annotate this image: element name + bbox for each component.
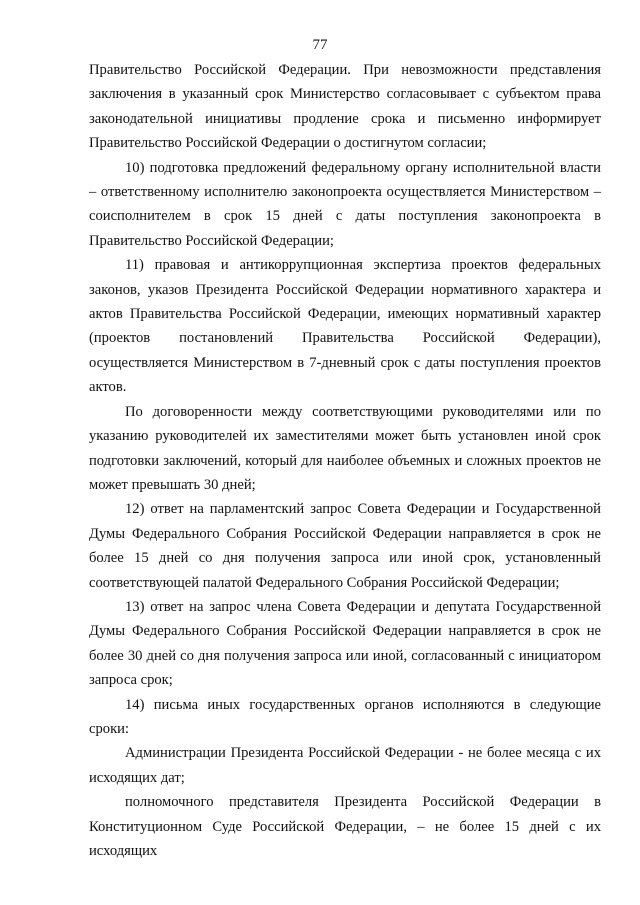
paragraph-plenipotentiary-representative: полномочного представителя Президента Российской Федерации в Конституционном Суде Российской Федерации, – не более 15 дней с их исходящих bbox=[89, 794, 601, 859]
paragraph-agreement-note: По договоренности между соответствующими руководителями или по указанию руководителей их заместителями может быть установлен иной срок подготовки заключений, который для наиболее объемных и сложных проектов не может превышать 30 дней; bbox=[89, 403, 601, 493]
paragraph-continuation: Правительство Российской Федерации. При невозможности представления заключения в указанный срок Министерство согласовывает с субъектом права законодательной инициативы продление срока и письменно информирует Правительство Российской Федерации о достигнутом согласии; bbox=[89, 62, 601, 152]
page-number: 77 bbox=[312, 37, 328, 53]
paragraph-item-13: 13) ответ на запрос члена Совета Федерации и депутата Государственной Думы Федерального Собрания Российской Федерации направляется в срок не более 30 дней со дня получения запроса или иной, согласованный с инициатором запроса срок; bbox=[89, 598, 601, 689]
paragraph-presidential-administration: Администрации Президента Российской Федерации - не более месяца с их исходящих дат; bbox=[89, 745, 601, 786]
paragraph-item-10: 10) подготовка предложений федеральному органу исполнительной власти – ответственному исполнителю законопроекта осуществляется Министерством – соисполнителем в срок 15 дней с даты поступления законопроекта в Правительство Российской Федерации; bbox=[89, 159, 601, 249]
paragraph-item-11: 11) правовая и антикоррупционная экспертиза проектов федеральных законов, указов Президента Российской Федерации нормативного характера и актов Правительства Российской Федерации, имеющих нормативный характер (проектов постановлений Правительства Российской Федерации), осуществляется Министерством в 7-дневный срок с даты поступления проектов актов. bbox=[89, 257, 601, 396]
paragraph-item-14: 14) письма иных государственных органов исполняются в следующие сроки: bbox=[89, 696, 601, 737]
paragraph-item-12: 12) ответ на парламентский запрос Совета Федерации и Государственной Думы Федерального Собрания Российской Федерации направляется в срок не более 15 дней со дня получения запроса или иной срок, установленный соответствующей палатой Федерального Собрания Российской Федерации; bbox=[89, 501, 601, 591]
document-body bbox=[89, 58, 601, 859]
